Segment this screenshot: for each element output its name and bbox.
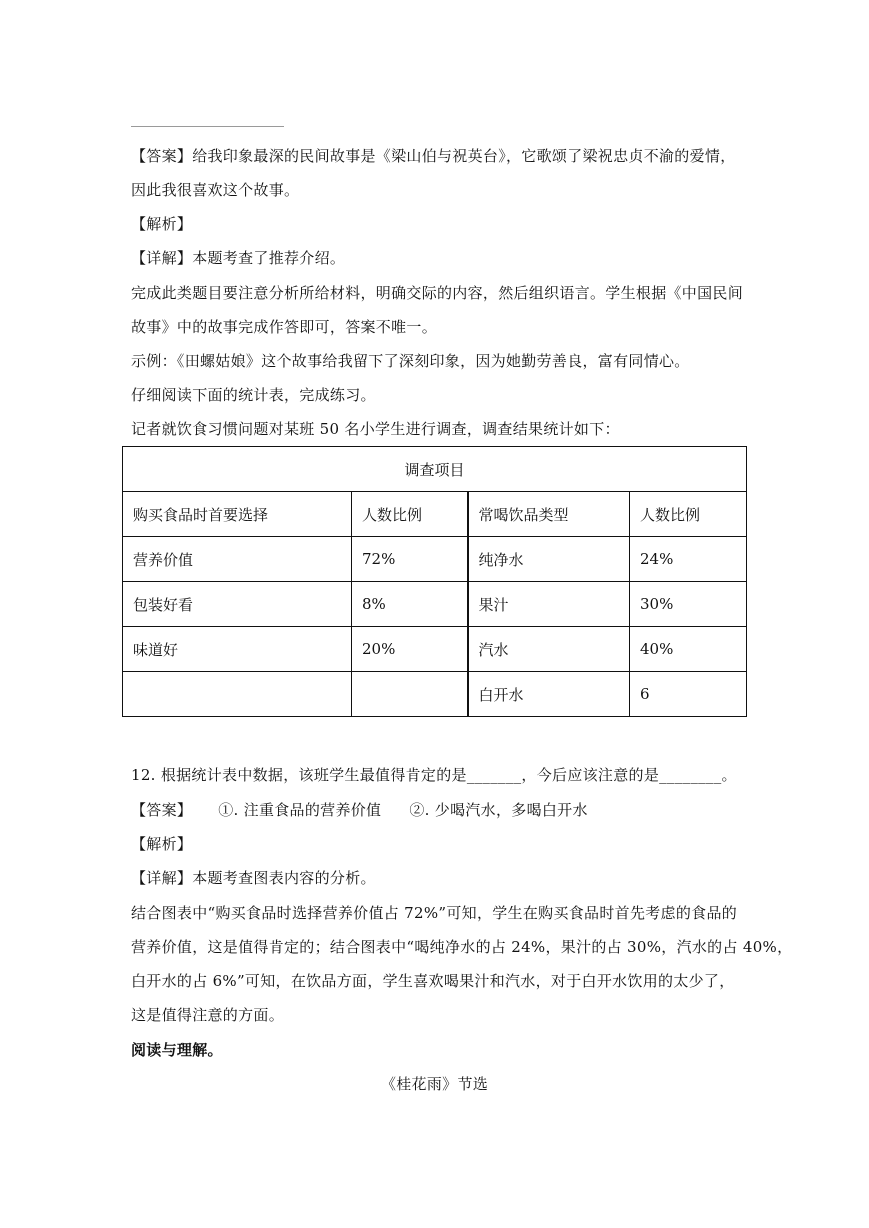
header-cell: 常喝饮品类型 — [468, 492, 630, 537]
table-row — [123, 582, 747, 627]
table-cell: 纯净水 — [468, 537, 630, 582]
table-cell: 汽水 — [468, 627, 630, 672]
table-cell — [352, 672, 468, 717]
table-cell: 包装好看 — [123, 582, 352, 627]
table-cell: 白开水 — [468, 672, 630, 717]
table-cell: 72% — [352, 537, 468, 582]
q11-body-line-2: 故事》中的故事完成作答即可，答案不唯一。 — [131, 318, 438, 336]
table-row — [123, 672, 747, 717]
table-cell: 果汁 — [468, 582, 630, 627]
survey-table — [122, 446, 747, 717]
q12-answer-line — [131, 800, 588, 820]
q12-body-line-3: 白开水的占 6%”可知，在饮品方面，学生喜欢喝果汁和汽水，对于白开水饮用的太少了， — [131, 972, 735, 990]
q12-answer-1: ①. 注重食品的营养价值 — [218, 801, 382, 819]
table-cell: 6 — [630, 672, 747, 717]
footnote-rule — [131, 126, 284, 127]
table-cell: 30% — [630, 582, 747, 627]
header-cell: 人数比例 — [630, 492, 747, 537]
q11-detail: 【详解】本题考查了推荐介绍。 — [131, 249, 346, 267]
table-cell: 40% — [630, 627, 747, 672]
q12-body-line-2: 营养价值，这是值得肯定的；结合图表中“喝纯净水的占 24%，果汁的占 30%，汽水的占 40%， — [131, 938, 793, 956]
q12-answer-2: ②. 少喝汽水，多喝白开水 — [409, 801, 588, 819]
q12-detail: 【详解】本题考查图表内容的分析。 — [131, 869, 376, 887]
header-cell: 人数比例 — [352, 492, 468, 537]
table-row — [123, 627, 747, 672]
table-title: 调查项目 — [123, 447, 747, 492]
survey-description: 记者就饮食习惯问题对某班 50 名小学生进行调查，调查结果统计如下： — [131, 420, 620, 438]
table-header-row — [123, 492, 747, 537]
table-cell: 味道好 — [123, 627, 352, 672]
table-cell: 8% — [352, 582, 468, 627]
q11-answer-line-1: 【答案】给我印象最深的民间故事是《梁山伯与祝英台》，它歌颂了梁祝忠贞不渝的爱情， — [131, 147, 736, 165]
q12-analysis-label: 【解析】 — [131, 835, 193, 853]
q11-analysis-label: 【解析】 — [131, 215, 193, 233]
q12-question: 12. 根据统计表中数据，该班学生最值得肯定的是_______，今后应该注意的是________。 — [131, 766, 737, 784]
q11-example: 示例：《田螺姑娘》这个故事给我留下了深刻印象，因为她勤劳善良，富有同情心。 — [131, 352, 690, 370]
table-row — [123, 537, 747, 582]
q11-answer-line-2: 因此我很喜欢这个故事。 — [131, 181, 300, 199]
header-cell: 购买食品时首要选择 — [123, 492, 352, 537]
q12-body-line-4: 这是值得注意的方面。 — [131, 1006, 285, 1024]
q11-body-line-1: 完成此类题目要注意分析所给材料，明确交际的内容，然后组织语言。学生根据《中国民间 — [131, 284, 744, 302]
q12-body-line-1: 结合图表中“购买食品时选择营养价值占 72%”可知，学生在购买食品时首先考虑的食品的 — [131, 904, 738, 922]
table-title-row — [123, 447, 747, 492]
q12-answer-label: 【答案】 — [131, 801, 193, 819]
instruction-text: 仔细阅读下面的统计表，完成练习。 — [131, 386, 376, 404]
passage-title: 《桂花雨》节选 — [380, 1075, 489, 1093]
table-cell: 24% — [630, 537, 747, 582]
table-cell — [123, 672, 352, 717]
table-cell: 营养价值 — [123, 537, 352, 582]
table-cell: 20% — [352, 627, 468, 672]
reading-section-title: 阅读与理解。 — [131, 1041, 223, 1059]
